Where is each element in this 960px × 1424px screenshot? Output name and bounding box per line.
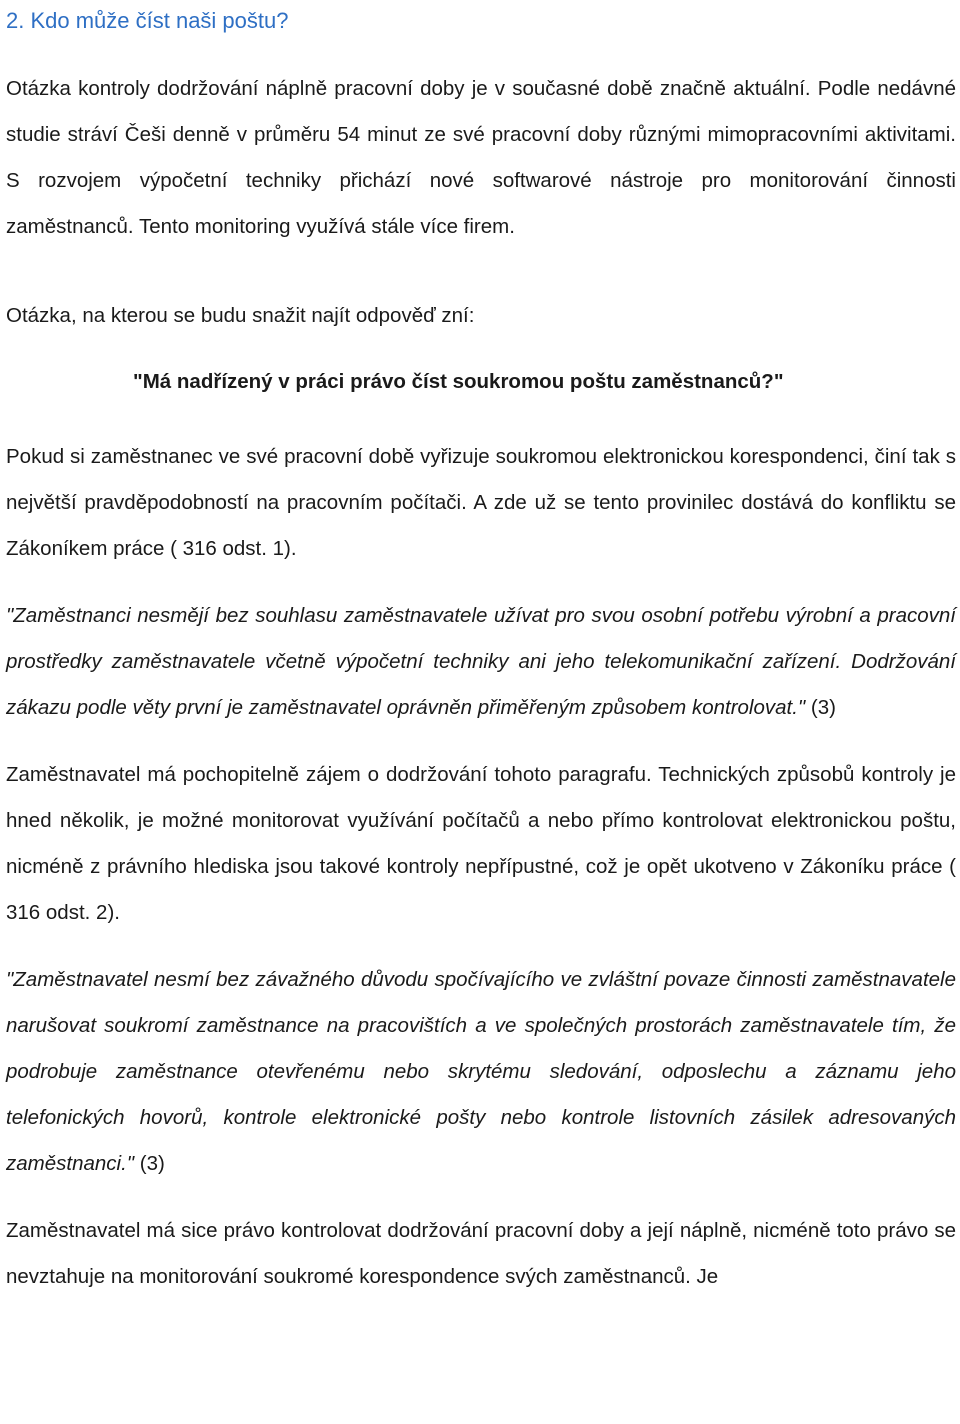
intro-paragraph (6, 66, 956, 250)
law-quote-2-text: "Zaměstnavatel nesmí bez závažného důvodu spočívajícího ve zvláštní povaze činnosti zaměstnavatele narušovat soukromí zaměstnance na pracovištích a ve společných prostorách zaměstnavatele tím, že podrobuje zaměstnance otevřenému nebo skrytému sledování, odposlechu a záznamu jeho telefonických hovorů, kontrole elektronické pošty nebo kontrole listovních zásilek adresovaných zaměstnanci." (6, 968, 956, 1175)
spacer (6, 731, 956, 752)
law-quote-2 (6, 957, 956, 1187)
paragraph-employer-rights: Zaměstnavatel má sice právo kontrolovat dodržování pracovní doby a její náplně, nicméně toto právo se nevztahuje na monitorování soukromé korespondence svých zaměstnanců. Je (6, 1219, 956, 1288)
paragraph-private-mail: Pokud si zaměstnanec ve své pracovní době vyřizuje soukromou elektronickou korespondenci, činí tak s největší pravděpodobností na pracovním počítači. A zde už se tento provinilec dostává do konfliktu se Zákoníkem práce ( 316 odst. 1). (6, 445, 956, 560)
spacer (6, 936, 956, 957)
law-quote-2-ref: (3) (134, 1152, 165, 1175)
intro-text-end: Tento monitoring využívá stále více firem. (133, 215, 515, 238)
spacer (6, 339, 956, 359)
section-heading: 2. Kdo může číst naši poštu? (6, 8, 289, 33)
spacer (6, 1187, 956, 1208)
spacer (6, 405, 956, 434)
spacer (6, 40, 956, 66)
document-page (6, 0, 956, 1300)
spacer (6, 250, 956, 293)
spacer (6, 572, 956, 593)
intro-text: Otázka kontroly dodržování náplně pracovní doby je v současné době značně aktuální. Podle nedávné studie stráví Češi denně v průměru 54 minut ze své pracovní doby různými mimopracovními aktivitami. S rozvojem výpočetní techniky přichází nové softwarové nástroje pro monitorování činnosti zaměstnanců. (6, 77, 956, 238)
research-question: "Má nadřízený v práci právo číst soukromou poštu zaměstnanců?" (133, 370, 784, 393)
law-quote-1 (6, 593, 956, 731)
law-quote-1-text: "Zaměstnanci nesmějí bez souhlasu zaměstnavatele užívat pro svou osobní potřebu výrobní a pracovní prostředky zaměstnavatele včetně výpočetní techniky ani jeho telekomunikační zařízení. Dodržování zákazu podle věty první je zaměstnavatel oprávněn přiměřeným způsobem kontrolovat." (6, 604, 956, 719)
paragraph-control-methods: Zaměstnavatel má pochopitelně zájem o dodržování tohoto paragrafu. Technických způsobů kontroly je hned několik, je možné monitorovat využívání počítačů a nebo přímo kontrolovat elektronickou poštu, nicméně z právního hlediska jsou takové kontroly nepřípustné, což je opět ukotveno v Zákoníku práce ( 316 odst. 2). (6, 763, 956, 924)
law-quote-1-ref: (3) (805, 696, 836, 719)
question-intro: Otázka, na kterou se budu snažit najít odpověď zní: (6, 304, 475, 327)
